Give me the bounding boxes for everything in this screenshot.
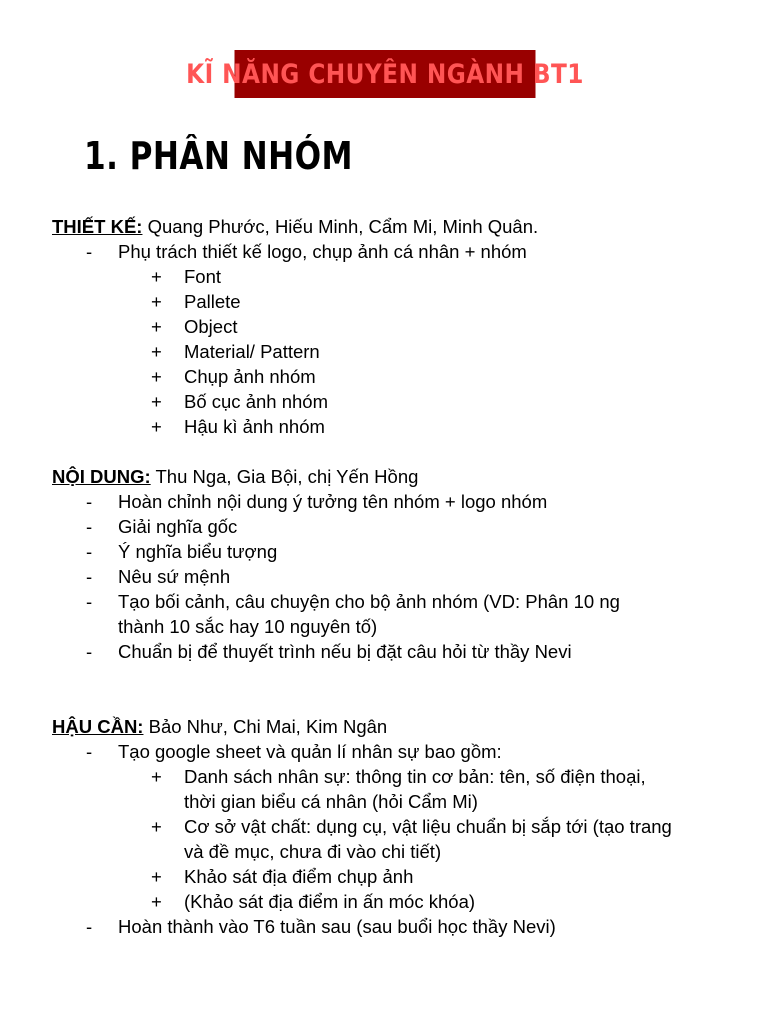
spacer [0, 664, 768, 714]
plus-bullet: + [151, 866, 162, 887]
sub-list-item [0, 764, 768, 789]
document-body [0, 214, 768, 939]
design-section-header [0, 214, 768, 239]
sub-list-item-text: Material/ Pattern [184, 341, 320, 362]
plus-bullet: + [151, 416, 162, 437]
list-item [0, 589, 768, 614]
list-item [0, 914, 768, 939]
list-item [0, 239, 768, 264]
list-item-text: Chuẩn bị để thuyết trình nếu bị đặt câu hỏi từ thầy Nevi [118, 641, 572, 662]
list-item [0, 739, 768, 764]
list-item-text: Giải nghĩa gốc [118, 516, 238, 537]
list-item-text: Phụ trách thiết kế logo, chụp ảnh cá nhân + nhóm [118, 241, 527, 262]
list-item-text: thành 10 sắc hay 10 nguyên tố) [118, 616, 378, 637]
sub-list-item [0, 339, 768, 364]
sub-list-item [0, 289, 768, 314]
sub-list-item [0, 264, 768, 289]
sub-list-item-text: Khảo sát địa điểm chụp ảnh [184, 866, 414, 887]
section-heading: 1. PHÂN NHÓM [84, 134, 353, 178]
dash-bullet: - [86, 566, 93, 587]
sub-list-item [0, 414, 768, 439]
sub-list-item-text: Chụp ảnh nhóm [184, 366, 316, 387]
list-item-text: Hoàn thành vào T6 tuần sau (sau buổi học thầy Nevi) [118, 916, 556, 937]
plus-bullet: + [151, 341, 162, 362]
sub-list-item-text: Bố cục ảnh nhóm [184, 391, 328, 412]
list-item-continuation [0, 614, 768, 639]
list-item-text: Nêu sứ mệnh [118, 566, 231, 587]
plus-bullet: + [151, 766, 162, 787]
plus-bullet: + [151, 816, 162, 837]
list-item-text: Ý nghĩa biểu tượng [118, 541, 278, 562]
sub-list-item [0, 864, 768, 889]
dash-bullet: - [86, 516, 93, 537]
plus-bullet: + [151, 316, 162, 337]
sub-list-item-text: Pallete [184, 291, 241, 312]
dash-bullet: - [86, 591, 93, 612]
design-members: Quang Phước, Hiếu Minh, Cẩm Mi, Minh Quân. [142, 216, 539, 237]
plus-bullet: + [151, 366, 162, 387]
design-label: THIẾT KẾ: [52, 216, 143, 237]
content-members: Thu Nga, Gia Bội, chị Yến Hồng [150, 466, 419, 487]
sub-list-item [0, 814, 768, 839]
list-item-text: Tạo bối cảnh, câu chuyện cho bộ ảnh nhóm (VD: Phân 10 ng [118, 591, 620, 612]
sub-list-item [0, 389, 768, 414]
list-item-text: Tạo google sheet và quản lí nhân sự bao gồm: [118, 741, 502, 762]
spacer [0, 439, 768, 464]
sub-list-item-text: Object [184, 316, 238, 337]
sub-list-item [0, 314, 768, 339]
sub-list-item [0, 889, 768, 914]
plus-bullet: + [151, 891, 162, 912]
plus-bullet: + [151, 266, 162, 287]
sub-list-item-text: (Khảo sát địa điểm in ấn móc khóa) [184, 891, 476, 912]
sub-list-item-continuation [0, 789, 768, 814]
dash-bullet: - [86, 241, 93, 262]
logistics-label: HẬU CẦN: [52, 716, 144, 737]
list-item [0, 514, 768, 539]
dash-bullet: - [86, 541, 93, 562]
sub-list-item [0, 364, 768, 389]
plus-bullet: + [151, 291, 162, 312]
list-item-text: Hoàn chỉnh nội dung ý tưởng tên nhóm + logo nhóm [118, 491, 548, 512]
sub-list-item-text: Hậu kì ảnh nhóm [184, 416, 325, 437]
content-label: NỘI DUNG: [52, 466, 151, 487]
document-title: KĨ NĂNG CHUYÊN NGÀNH BT1 [235, 50, 536, 98]
logistics-members: Bảo Như, Chi Mai, Kim Ngân [143, 716, 388, 737]
sub-list-item-continuation [0, 839, 768, 864]
sub-list-item-text: thời gian biểu cá nhân (hỏi Cẩm Mi) [184, 791, 478, 812]
list-item [0, 564, 768, 589]
logistics-section-header [0, 714, 768, 739]
list-item [0, 539, 768, 564]
dash-bullet: - [86, 641, 93, 662]
sub-list-item-text: Danh sách nhân sự: thông tin cơ bản: tên, số điện thoại, [184, 766, 646, 787]
list-item [0, 489, 768, 514]
content-section-header [0, 464, 768, 489]
dash-bullet: - [86, 916, 93, 937]
plus-bullet: + [151, 391, 162, 412]
dash-bullet: - [86, 741, 93, 762]
list-item [0, 639, 768, 664]
sub-list-item-text: Font [184, 266, 222, 287]
sub-list-item-text: Cơ sở vật chất: dụng cụ, vật liệu chuẩn bị sắp tới (tạo trang [184, 816, 672, 837]
sub-list-item-text: và đề mục, chưa đi vào chi tiết) [184, 841, 442, 862]
dash-bullet: - [86, 491, 93, 512]
